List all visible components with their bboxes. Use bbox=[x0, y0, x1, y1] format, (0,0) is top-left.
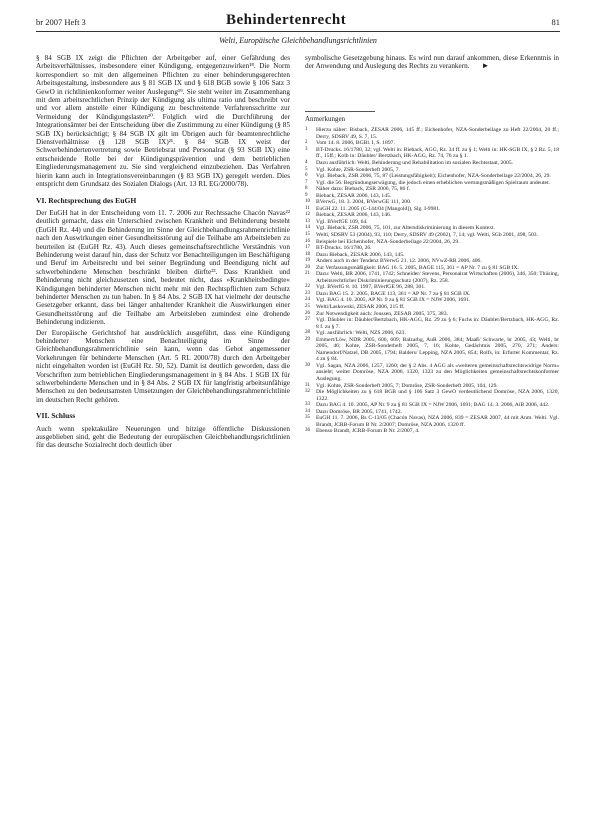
footnote-number: 34 bbox=[305, 408, 310, 414]
footnote-number: 14 bbox=[305, 225, 310, 231]
footnote-number: 5 bbox=[305, 166, 308, 172]
footnote-number: 12 bbox=[305, 212, 310, 218]
footnote-number: 20 bbox=[305, 264, 310, 270]
footnote-text: Zur Notwendigkeit auch: Joussen, ZESAR 2005, 375, 383. bbox=[316, 310, 448, 317]
footnote-item bbox=[305, 317, 559, 330]
page-header bbox=[36, 12, 560, 34]
closing-text: symbolische Gesetzgebung hinaus. Es wird nun darauf ankommen, diese Erkenntnis in der Anwendung und Auslegung des Rechts zu verankern. bbox=[305, 54, 559, 71]
body-paragraph: Der Europäische Gerichtshof hat ausdrücklich ausgeführt, dass eine Kündigung behinderter Menschen eine Benachteiligung im Sinne der Gleichbehandlungsrahmenrichtlinie sein kann, wenn das Gebot angemessener Vorkehrungen für behinderte Menschen (Art. 5 RL 2000/78) durch den Arbeitgeber nicht eingehalten worden ist (EuGH Rz. 50, 52). Damit ist deutlich geworden, dass die Vorschriften zum betrieblichen Eingliederungsmanagement in § 84 Abs. 1 SGB IX für schwerbehinderte Menschen und in § 84 Abs. 2 SGB IX für langfristig arbeitsunfähige Menschen zu den bedeutsamsten Umsetzungen der Gleichbehandlungsrahmenrichtlinie im deutschen Recht gehören. bbox=[36, 328, 290, 404]
footnote-text: Hierzu näher: Bisback, ZESAR 2006, 145 ff.; Eichenhofer, NZA-Sonderbeilage zu Heft 22/2004, 20 ff.; Derry, SDSRV 49, S. 7, 15. bbox=[316, 127, 559, 140]
footnote-text: Dazu Bieback, ZESAR 2006, 143, 145. bbox=[316, 251, 405, 258]
footnote-text: Vgl. Sagan, NZA 2006, 1257, 1260; der § 2 Abs. 4 AGG als »weiteren gemeinschaftsrechtswidrige Norm« ansieht; weiter Domröse, NZA 2006, 1320, 1323 zu den Möglichkeiten gemeinschaftsrechtskonformer Auslegung. bbox=[316, 362, 559, 382]
footnote-number: 2 bbox=[305, 140, 308, 146]
footnote-text: Bieback, ZESAR 2006, 143, 146. bbox=[316, 212, 392, 219]
footnote-number: 35 bbox=[305, 415, 310, 421]
footnote-number: 17 bbox=[305, 245, 310, 251]
footnote-number: 6 bbox=[305, 173, 308, 179]
footnote-number: 28 bbox=[305, 330, 310, 336]
footnote-item bbox=[305, 337, 559, 363]
footnote-text: Die Möglichkeiten zu § 618 BGB und § 106 Satz 3 GewO verdeutlichend Domröse, NZA 2006, 1320, 1322. bbox=[316, 389, 559, 402]
footnotes-list bbox=[305, 127, 559, 435]
footnote-text: BT-Drucks. 16/1780, 26. bbox=[316, 245, 372, 252]
footnote-item bbox=[305, 127, 559, 140]
footnote-text: Emmert/Löw, NDR 2005, 606, 609; Balzarbg, AuR 2006, 384; Maaß/ Schwarte, br 2005, 43; Welti, br 2005, 46; Kohte, ZSR-Sonderheft 2005, 7, 16; Kohte, Gedächtnis 2005, 270, 271; Anders: Namendorf/Natzel, DB 2005, 1794; Balders/ Lepping, NZA 2005, 854; Rolfs, in: Erfurter Kommentar, Rz. 4 zu § 84. bbox=[316, 336, 559, 363]
section-heading: VII. Schluss bbox=[36, 411, 76, 421]
footnote-item bbox=[305, 389, 559, 402]
footnote-number: 26 bbox=[305, 310, 310, 316]
footnote-text: Zur Verfassungsmäßigkeit: BAG 16. 5. 2005, BAGE 115, 361 = AP Nr. 7 zu § 81 SGB IX. bbox=[316, 264, 519, 271]
footnote-item bbox=[305, 147, 559, 160]
footnote-text: Vgl. ausführlich: Welti, NZS 2006, 623. bbox=[316, 330, 406, 337]
footnote-number: 8 bbox=[305, 186, 308, 192]
footnote-text: Vgl. Bieback, ZSR 2006, 75, 87 (Leistungsfähigkeit); Eichenhofer, NZA-Sonderbeilage 22/2004, 26, 29. bbox=[316, 173, 551, 180]
footnote-number: 11 bbox=[305, 205, 310, 211]
footnote-number: 10 bbox=[305, 199, 310, 205]
footnote-text: Beispiele bei Eichenhofer, NZA-Sonderbeilage 22/2004, 26, 29. bbox=[316, 238, 460, 245]
journal-title: Behindertenrecht bbox=[226, 12, 347, 28]
body-paragraph: § 84 SGB IX zeigt die Pflichten der Arbeitgeber auf, einer Gefährdung des Arbeitsverhältnisses, insbesondere einer Kündigung, entgegenzuwirken¹⁸. Die Norm korrespondiert so mit den allgemeinen Pflichten zu einer behinderungsgerechten Arbeitsgestaltung, insbesondere aus § 81 SGB IX und § 618 BGB sowie § 106 Satz 3 GewO in richtlinienkonformer weiter Auslegung¹⁹. Sie steht weiter im Zusammenhang mit dem arbeitsrechtlichen Prinzip der Kündigung als ultima ratio und beschreibt vor und vor allem anstelle einer Kündigung zu beschreitende Verfahrensschritte zur Vermeidung der Kündigungslasten²⁰. Folglich wird die Durchführung der Integrationsämter bei der Entscheidung über die Zustimmung zu einer Kündigung (§ 85 SGB IX) berücksichtigt; § 84 SGB IX gilt im Übrigen auch für beamtenrechtliche Dienstverhältnisse (§ 128 SGB IX)²¹. § 84 SGB IX weist der Schwerbehindertenvertretung sowie Betriebsrat und Personalrat (§ 93 SGB IX) eine entscheidende Rolle bei der Kündigungsprävention und dem betrieblichen Eingliederungsmanagement zu. Sie sind vergleichend einzubeziehen. Das Verfahren hierin kann auch in Integrationsvereinbarungen (§ 83 SGB IX) geregelt werden. Dies entspricht dem Grundsatz des Sozialen Dialogs (Art. 13 RL EG/2000/78). bbox=[36, 54, 290, 189]
footnote-number: 36 bbox=[305, 428, 310, 434]
header-rule bbox=[36, 31, 560, 32]
footnote-number: 25 bbox=[305, 303, 310, 309]
footnote-number: 27 bbox=[305, 317, 310, 323]
footnote-text: Vgl. BAG 4. 10. 2005, AP Nr. 9 zu § 81 SGB IX = NJW 2006, 1691. bbox=[316, 297, 471, 304]
footnote-text: Dazu Domröse, BR 2005, 1741, 1742. bbox=[316, 408, 402, 415]
article-running-title: Welti, Europäische Gleichbehandlungsrichtlinien bbox=[219, 36, 377, 45]
footnote-number: 32 bbox=[305, 389, 310, 395]
footnote-number: 19 bbox=[305, 258, 310, 264]
end-of-article-icon: ► bbox=[481, 61, 490, 71]
journal-issue: br 2007 Heft 3 bbox=[36, 17, 86, 27]
footnote-text: Welti/Laskowski, ZESAR 2006, 215 ff. bbox=[316, 303, 405, 310]
footnote-number: 18 bbox=[305, 251, 310, 257]
footnote-text: Vgl. Bieback, ZSR 2006, 75, 101, zur Altersdiskriminierung in diesem Kontext. bbox=[316, 225, 495, 232]
footnote-text: BVerwG, 18. 3. 2004, BVerwGE 111, 200. bbox=[316, 199, 412, 206]
footnote-number: 4 bbox=[305, 159, 308, 165]
footnote-number: 13 bbox=[305, 218, 310, 224]
footnote-number: 15 bbox=[305, 231, 310, 237]
body-paragraph: Auch wenn spektakuläre Neuerungen und hitzige öffentliche Diskussionen ausgeblieben sind, geht die Bedeutung der europäischen Gleichbehandlungsrichtlinien für das deutsche Sozialrecht doch deutlich über bbox=[36, 424, 290, 450]
footnote-text: Vgl. Däubler in: Däubler/Bertzbach, HK-AGG, Rz. 29 zu § 6; Fuchs in: Däubler/Bertzbach, HK-AGG, Rz. 8 f. zu § 7. bbox=[316, 317, 559, 330]
left-column bbox=[36, 54, 290, 452]
footnote-number: 23 bbox=[305, 290, 310, 296]
section-heading: VI. Rechtsprechung des EuGH bbox=[36, 195, 137, 205]
footnote-text: Vgl. die 56. Begründungserwägung, die jedoch einen erheblichen wertungsmäßigen Spielraum andeutet. bbox=[316, 179, 550, 186]
footnote-text: Dazu BAG 4. 10. 2005, AP Nr. 9 zu § 81 SGB IX = NJW 2006, 1691; BAG 14. 3. 2006, AiB 2006, 442. bbox=[316, 402, 550, 409]
footnote-text: Vom 14. 8. 2006, BGBl. I, S. 1897. bbox=[316, 140, 395, 147]
footnote-text: EuGH 11. 7. 2006, Rs C-13/05 (Chacón Navas), NZA 2006, 839 = ZESAR 2007, 44 mit Anm. Welti. Vgl. Brandt, JCRB-Forum B Nr. 2/2007; Domröse, NZA 2006, 1320 ff. bbox=[316, 415, 559, 428]
footnote-number: 1 bbox=[305, 127, 308, 133]
footnote-text: Dazu BAG 15. 2. 2005, BAGE 113, 361 = AP Nr. 7 zu § 81 SGB IX. bbox=[316, 290, 471, 297]
footnote-text: Vgl. BVerfG 8. 10. 1997, BVerfGE 96, 288, 301. bbox=[316, 284, 426, 291]
footnote-text: EuGH 22. 11. 2005 (C-144/04 [Mangold]), Slg. I-9981. bbox=[316, 205, 441, 212]
footnote-number: 24 bbox=[305, 297, 310, 303]
footnote-number: 7 bbox=[305, 179, 308, 185]
footnote-text: Ebenso Brandt, JCRB-Forum B Nr. 2/2007, 4. bbox=[316, 428, 420, 435]
footnote-number: 16 bbox=[305, 238, 310, 244]
footnote-item bbox=[305, 363, 559, 383]
footnote-text: Näher dazu: Bieback, ZSR 2006, 75, 86 f. bbox=[316, 186, 410, 193]
footnote-text: Bieback, ZESAR 2006, 143, 145. bbox=[316, 192, 392, 199]
footnote-text: BT-Drucks. 16/1780, 32; vgl. Welti in: Bieback, AGG, Rz. 34 ff. zu § 1; Welti in: HK-SGB IX, § 2 Rz. 5, 18 ff., 15ff.; Kolb in: Däubler/ Bertzbach, HK-AGG, Rz. 74, 76 zu § 1. bbox=[316, 146, 559, 160]
footnote-text: Vgl. Kohte, ZSR-Sonderheft 2005, 7. bbox=[316, 166, 400, 173]
page-number: 81 bbox=[551, 17, 560, 27]
footnote-text: Dazu ausführlich: Welti, Behinderung und Rehabilitation im sozialen Rechtsstaat, 2005. bbox=[316, 159, 514, 166]
right-column bbox=[305, 54, 559, 435]
footnote-number: 9 bbox=[305, 192, 308, 198]
footnote-item bbox=[305, 415, 559, 428]
body-paragraph: Der EuGH hat in der Entscheidung vom 11. 7. 2006 zur Rechtssache Chacón Navas²² deutlich gemacht, dass ein Unterschied zwischen Krankheit und Behinderung besteht (EuGH Rz. 44) und die Behinderung im Sinne der Gleichbehandlungsrahmenrichtlinie nach den Auswirkungen einer Gesundheitsstörung auf die Teilhabe am Arbeitsleben zu beurteilen ist (EuGH Rz. 43). Auch dieses gemeinschaftsrechtliche Verständnis von Behinderung weist darauf hin, dass der Schutz vor Benachteiligungen im Beschäftigung und Beruf im Arbeitsrecht und bei seiner Begründung und Beendigung nicht auf schwerbehinderte Menschen beschränkt bleiben dürfte²³. Dass Krankheit und Behinderung nicht gleichzusetzen sind, bedeutet nicht, dass »Krankheitsbedingte« Kündigungen behinderter Menschen nicht mehr mit den Rechtspflichten zum Schutz behinderter Menschen zu tun haben. In § 84 Abs. 2 SGB IX hat vielmehr der deutsche Gesetzgeber erkannt, dass bei länger anhaltender Krankheit die Auswirkungen einer Gesundheitsstörung auf die Teilhabe am Arbeitsleben zumindest eine drohende Behinderung indizieren. bbox=[36, 208, 290, 327]
footnote-item bbox=[305, 271, 559, 284]
footnote-number: 33 bbox=[305, 402, 310, 408]
footnote-number: 22 bbox=[305, 284, 310, 290]
footnote-number: 21 bbox=[305, 271, 310, 277]
footnotes-heading: Anmerkungen bbox=[305, 111, 375, 123]
footnote-text: Dazu: Welti, BR 2006, 1741, 1742; Schneider/ Stevens, Personalrat Wirtschaften (2006), 346, 350; Thüsing, Arbeitsrechtlicher Diskriminierungsschutz (2007), Rz. 258. bbox=[316, 271, 559, 284]
footnote-number: 31 bbox=[305, 382, 310, 388]
footnote-text: Vgl. BVerfGE 109, 64. bbox=[316, 218, 368, 225]
footnote-item bbox=[305, 428, 559, 435]
body-paragraph bbox=[305, 54, 559, 71]
footnote-number: 30 bbox=[305, 362, 310, 368]
footnote-number: 3 bbox=[305, 146, 308, 152]
footnote-text: Vgl. Kohte, ZSR-Sonderheft 2005, 7; Domröse, ZSR-Sonderheft 2005, 104, 129. bbox=[316, 382, 498, 389]
footnote-text: Anders auch in der Tendenz BVerwG 21. 12. 2006, NVwZ-RR 2006, 406. bbox=[316, 258, 482, 265]
footnote-number: 29 bbox=[305, 336, 310, 342]
footnote-text: Welti, SDSRV 53 (2004), 93, 110; Derry, SDSRV 49 (2002), 7, 14; vgl. Welti, SGb 2001, 498, 503. bbox=[316, 231, 539, 238]
